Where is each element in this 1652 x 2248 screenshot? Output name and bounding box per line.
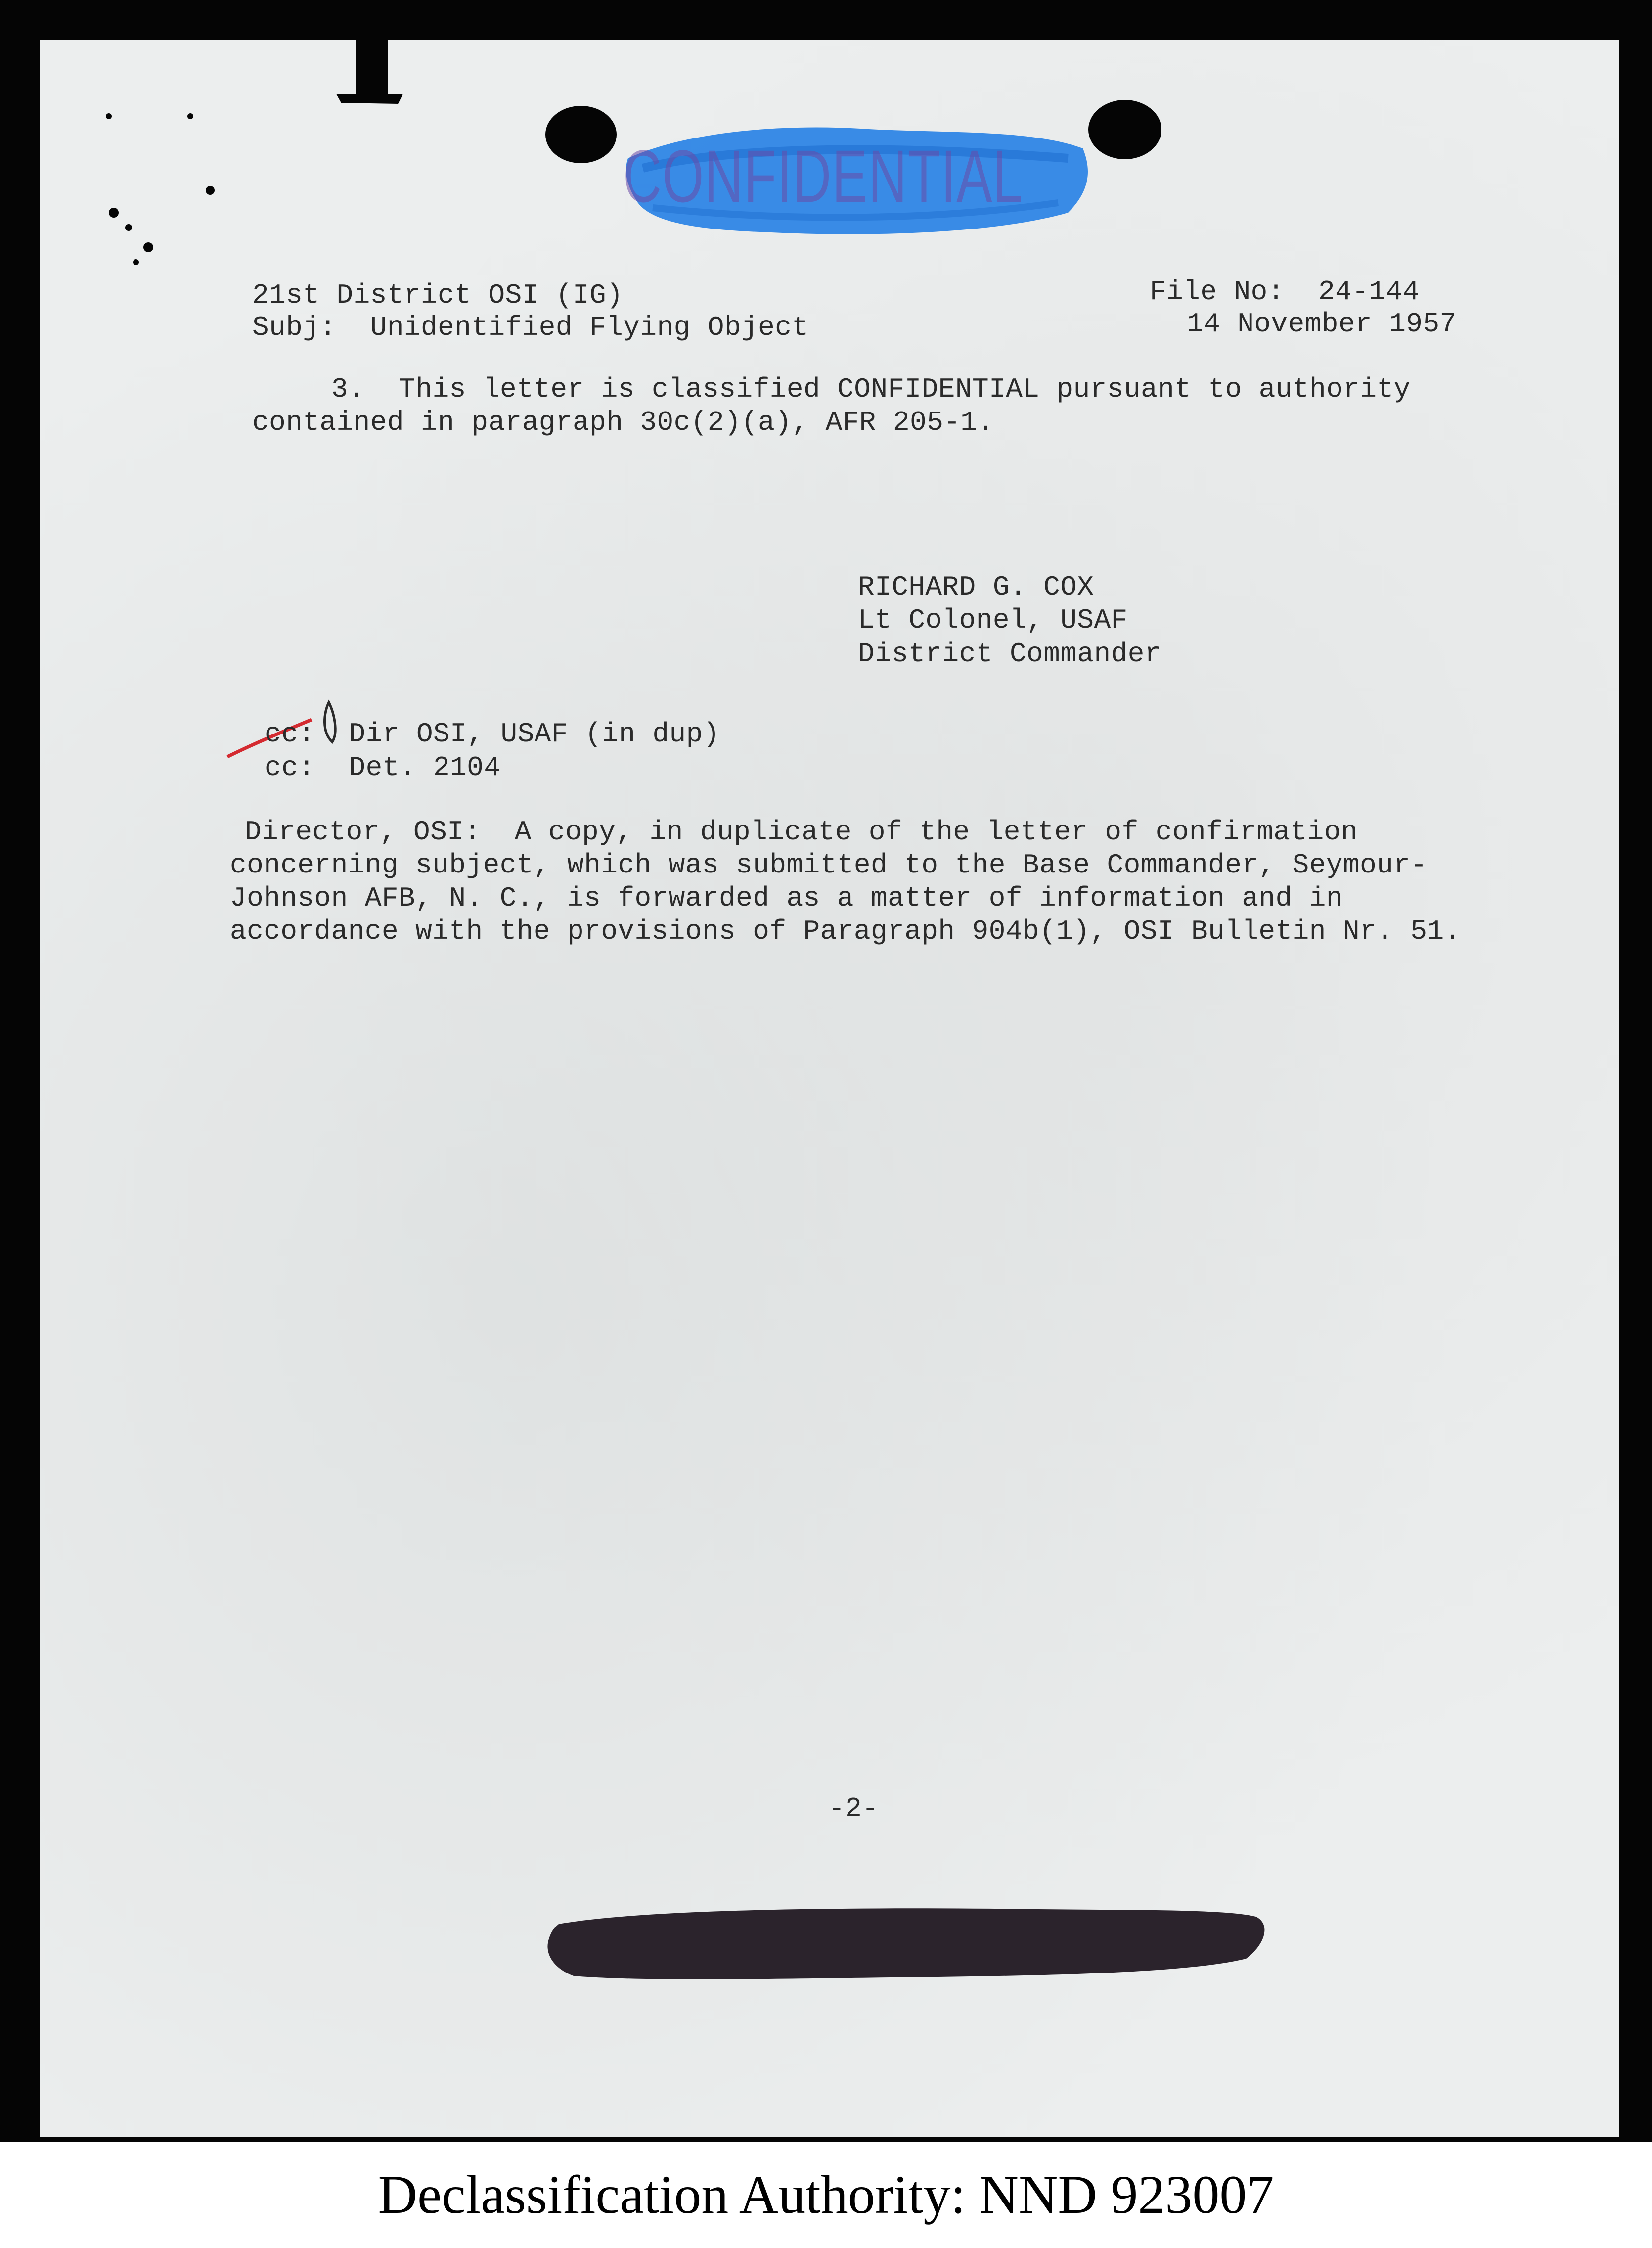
signature-title: District Commander xyxy=(858,638,1161,670)
signature-name: RICHARD G. COX xyxy=(858,571,1094,603)
cc-line-2: cc: Det. 2104 xyxy=(265,752,501,783)
note-line-3: Johnson AFB, N. C., is forwarded as a matter of information and in xyxy=(230,882,1343,914)
note-line-2: concerning subject, which was submitted to the Base Commander, Seymour- xyxy=(230,849,1428,881)
header-file-no: File No: 24-144 xyxy=(1150,276,1420,308)
redaction-bar xyxy=(544,1889,1276,2008)
document-page xyxy=(40,40,1619,2137)
header-subject: Subj: Unidentified Flying Object xyxy=(252,312,809,343)
signature-rank: Lt Colonel, USAF xyxy=(858,604,1128,636)
paper-specks xyxy=(106,113,215,265)
confidential-stamp-top: CONFIDENTIAL xyxy=(623,135,1024,218)
header-date: 14 November 1957 xyxy=(1187,308,1457,340)
note-line-4: accordance with the provisions of Paragraph 904b(1), OSI Bulletin Nr. 51. xyxy=(230,916,1461,947)
cc-line-1: cc: Dir OSI, USAF (in dup) xyxy=(265,718,720,750)
paragraph-3-line-1: 3. This letter is classified CONFIDENTIAL pursuant to authority xyxy=(331,373,1411,405)
punch-hole-right xyxy=(1088,100,1161,159)
page-number: -2- xyxy=(828,1793,879,1825)
punch-hole-left xyxy=(545,106,617,163)
declassification-footer: Declassification Authority: NND 923007 xyxy=(0,2142,1652,2248)
paragraph-3-line-2: contained in paragraph 30c(2)(a), AFR 205-1. xyxy=(252,407,994,438)
staple-mark xyxy=(336,40,403,104)
note-line-1: Director, OSI: A copy, in duplicate of the letter of confirmation xyxy=(245,816,1358,848)
header-district: 21st District OSI (IG) xyxy=(252,279,624,311)
